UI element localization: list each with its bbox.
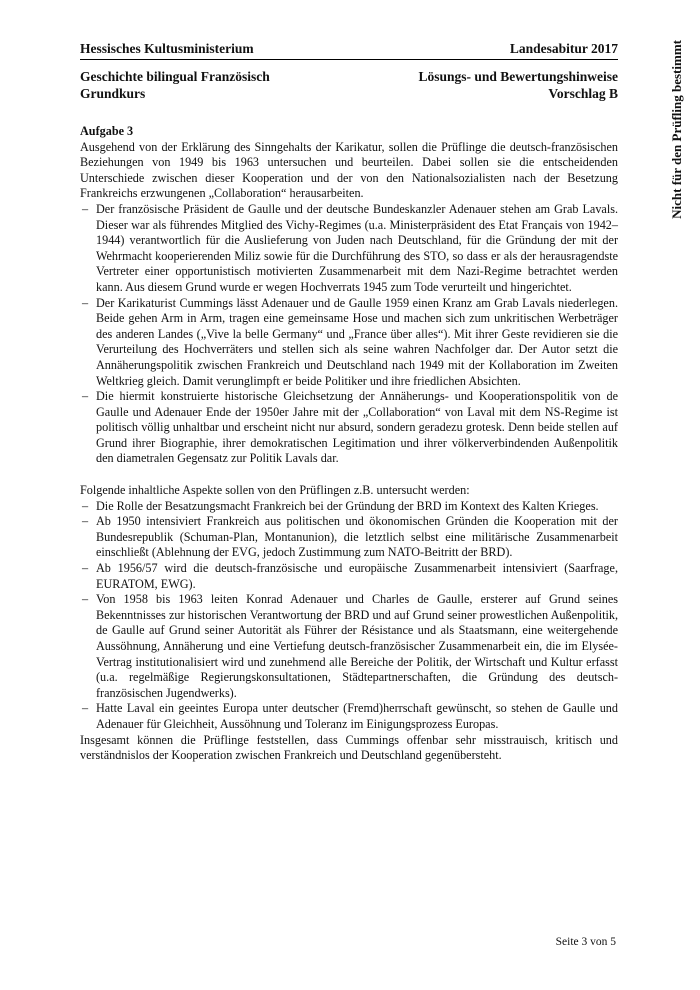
subject-name: Geschichte bilingual Französisch <box>80 69 270 84</box>
header-sub-row-1 <box>80 68 618 85</box>
conclusion-paragraph: Insgesamt können die Prüflinge feststellen, dass Cummings offenbar sehr misstrauisch, kritisch und verständnislos der Kooperation zwischen Frankreich und Deutschland gegenübersteht. <box>80 732 618 763</box>
header-sub-row-2 <box>80 85 618 102</box>
spacer <box>80 467 618 483</box>
header-sub-block <box>80 68 618 102</box>
list-item: – Ab 1956/57 wird die deutsch-französische und europäische Zusammenarbeit intensiviert (Saarfrage, EURATOM, EWG). <box>80 561 618 592</box>
list-item: – Der französische Präsident de Gaulle und der deutsche Bundeskanzler Adenauer stehen am Grab Lavals. Dieser war als führendes Mitglied des Vichy-Regimes (u.a. Ministerpräsident des Etat Français von 1942–1944) verantwortlich für die Auslieferung von Juden nach Deutschland, für die Gründung der mit der Wehrmacht kooperierenden Miliz sowie für die Durchführung des STO, so dass er als der herausragendste Vertreter einer opportunistisch motivierten Zusammenarbeit mit dem Nazi-Regime betrachtet werden kann. Aus diesem Grund wurde er wegen Hochverrats 1945 zum Tode verurteilt und hingerichtet. <box>80 202 618 296</box>
list-item: – Von 1958 bis 1963 leiten Konrad Adenauer und Charles de Gaulle, ersterer auf Grund seines Bekenntnisses zur historischen Verantwortung der BRD und auf Grund seiner prowestlichen Außenpolitik, de Gaulle auf Grund seiner Autorität als Führer der Résistance und als Staatsmann, eine weitergehende Aussöhnung, Annäherung und eine Vertiefung deutsch-französischer Zusammenarbeit ein, die im Elysée-Vertrag institutionalisiert wird und zunehmend alle Bereiche der Politik, der Wirtschaft und Kultur erfasst (u.a. regelmäßige Regierungskonsultationen, Städtepartnerschaften, die Gründung des deutsch-französischen Jugendwerks). <box>80 592 618 701</box>
ministry-name: Hessisches Kultusministerium <box>80 41 254 56</box>
page-number: Seite 3 von 5 <box>555 936 616 948</box>
task-title: Aufgabe 3 <box>80 124 134 138</box>
side-note-text: Nicht für den Prüfling bestimmt <box>669 40 684 219</box>
side-note <box>668 40 686 290</box>
aspects-list <box>80 499 618 733</box>
document-body <box>80 124 618 764</box>
header-top-row <box>80 40 618 60</box>
exam-title: Landesabitur 2017 <box>509 41 618 56</box>
analysis-list <box>80 202 618 467</box>
list-item: – Die hiermit konstruierte historische Gleichsetzung der Annäherungs- und Kooperationspolitik von de Gaulle und Adenauer Ende der 1950er Jahre mit der „Collaboration“ von Laval mit dem NS-Regime ist politisch völlig unhaltbar und erscheint nicht nur absurd, sondern geradezu grotesk. Denn beide stellen auf Grund ihrer Biographie, ihrer demokratischen Legitimation und ihrer völkerverbindenden Außenpolitik den diametralen Gegensatz zur Politik Lavals dar. <box>80 389 618 467</box>
list-item: – Ab 1950 intensiviert Frankreich aus politischen und ökonomischen Gründen die Kooperation mit der Bundesrepublik (Schuman-Plan, Montanunion), die letztlich selbst eine militärische Zusammenarbeit einschließt (Ablehnung der EVG, jedoch Zustimmung zum NATO-Beitritt der BRD). <box>80 514 618 561</box>
intro-paragraph: Ausgehend von der Erklärung des Sinngehalts der Karikatur, sollen die Prüflinge die deutsch-französischen Beziehungen von 1949 bis 1963 untersuchen und beurteilen. Dabei sollen sie die entscheidenden Unterschiede zwischen dieser Kooperation und der von den Nationalsozialisten nach der Besetzung Frankreichs erzwungenen „Collaboration“ herausarbeiten. <box>80 139 618 201</box>
proposal-label: Vorschlag B <box>548 86 618 101</box>
aspects-intro: Folgende inhaltliche Aspekte sollen von den Prüflingen z.B. untersucht werden: <box>80 483 470 498</box>
list-item: – Der Karikaturist Cummings lässt Adenauer und de Gaulle 1959 einen Kranz am Grab Lavals niederlegen. Beide gehen Arm in Arm, tragen eine gemeinsame Hose und machen sich zum unkritischen Werbeträger des anderen Landes („Vive la belle Germany“ und „France über alles“). Mit ihrer Geste revidieren sie die Verurteilung des Hochverräters und stellen sich als seine wahren Nachfolger dar. Der Autor setzt die Annäherungspolitik zwischen Frankreich und Deutschland nach 1949 mit der Kollaboration im Zweiten Weltkrieg gleich. Damit verunglimpft er beide Politiker und ihre friedlichen Absichten. <box>80 296 618 390</box>
doc-type: Lösungs- und Bewertungshinweise <box>418 69 618 84</box>
list-item: – Hatte Laval ein geeintes Europa unter deutscher (Fremd)herrschaft gewünscht, so stehen de Gaulle und Adenauer für Gleichheit, Aussöhnung und Toleranz im Einigungsprozess Europas. <box>80 701 618 732</box>
list-item: – Die Rolle der Besatzungsmacht Frankreich bei der Gründung der BRD im Kontext des Kalten Krieges. <box>80 499 618 515</box>
document-page <box>80 40 618 764</box>
course-level: Grundkurs <box>80 86 146 101</box>
